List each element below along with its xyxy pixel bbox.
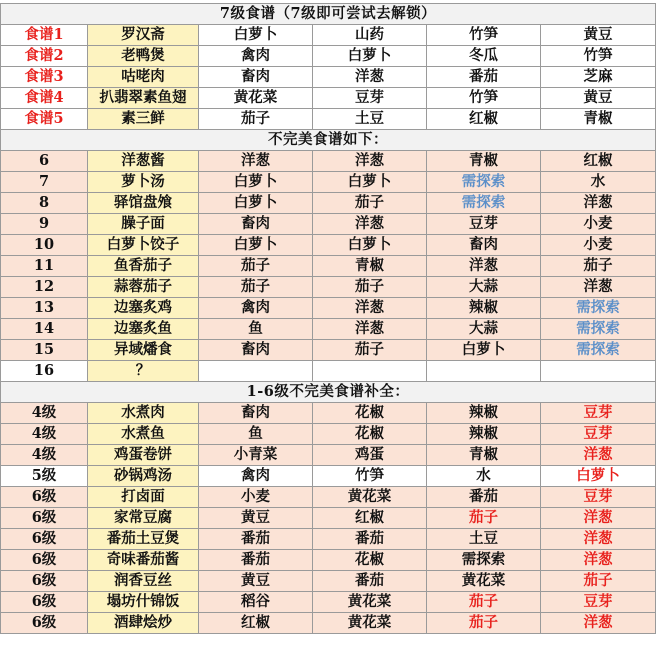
ingredient-3-cell: 茄子	[427, 508, 541, 529]
ingredient-4-cell: 豆芽	[541, 424, 656, 445]
ingredient-2-cell: 番茄	[313, 571, 427, 592]
ingredient-3-cell: 需探索	[427, 172, 541, 193]
recipe-id-cell: 6	[1, 151, 88, 172]
dish-name-cell: 驿馆盘飧	[88, 193, 199, 214]
ingredient-3-cell: 大蒜	[427, 319, 541, 340]
ingredient-4-cell: 水	[541, 172, 656, 193]
table-row	[1, 529, 656, 550]
ingredient-3-cell: 畜肉	[427, 235, 541, 256]
ingredient-2-cell: 茄子	[313, 340, 427, 361]
recipe-id-cell: 4级	[1, 445, 88, 466]
recipe-id-cell: 7	[1, 172, 88, 193]
ingredient-3-cell: 需探索	[427, 193, 541, 214]
ingredient-3-cell: 土豆	[427, 529, 541, 550]
table-row	[1, 508, 656, 529]
ingredient-3-cell: 青椒	[427, 445, 541, 466]
dish-name-cell: 润香豆丝	[88, 571, 199, 592]
recipe-id-cell: 8	[1, 193, 88, 214]
ingredient-4-cell: 茄子	[541, 571, 656, 592]
ingredient-4-cell: 需探索	[541, 298, 656, 319]
recipe-id-cell: 6级	[1, 508, 88, 529]
ingredient-3-cell: 大蒜	[427, 277, 541, 298]
ingredient-1-cell: 禽肉	[199, 298, 313, 319]
table-row	[1, 46, 656, 67]
recipe-id-cell: 4级	[1, 424, 88, 445]
recipe-id-cell: 14	[1, 319, 88, 340]
table-row	[1, 151, 656, 172]
ingredient-1-cell: 畜肉	[199, 340, 313, 361]
recipe-id-cell: 12	[1, 277, 88, 298]
dish-name-cell: 边塞炙鱼	[88, 319, 199, 340]
ingredient-3-cell: 黄花菜	[427, 571, 541, 592]
ingredient-2-cell: 茄子	[313, 277, 427, 298]
ingredient-1-cell: 黄豆	[199, 508, 313, 529]
table-row	[1, 487, 656, 508]
ingredient-1-cell: 畜肉	[199, 67, 313, 88]
ingredient-3-cell: 水	[427, 466, 541, 487]
recipe-id-cell: 6级	[1, 487, 88, 508]
dish-name-cell: 水煮肉	[88, 403, 199, 424]
ingredient-3-cell: 竹笋	[427, 25, 541, 46]
ingredient-3-cell: 茄子	[427, 613, 541, 634]
dish-name-cell: 臊子面	[88, 214, 199, 235]
ingredient-4-cell: 需探索	[541, 319, 656, 340]
dish-name-cell: 萝卜汤	[88, 172, 199, 193]
table-row	[1, 172, 656, 193]
dish-name-cell: 鱼香茄子	[88, 256, 199, 277]
dish-name-cell: 奇味番茄酱	[88, 550, 199, 571]
ingredient-1-cell: 洋葱	[199, 151, 313, 172]
ingredient-1-cell: 禽肉	[199, 46, 313, 67]
table-row	[1, 340, 656, 361]
table-row	[1, 571, 656, 592]
recipe-id-cell: 食谱3	[1, 67, 88, 88]
recipe-id-cell: 食谱2	[1, 46, 88, 67]
ingredient-4-cell: 洋葱	[541, 613, 656, 634]
recipe-id-cell: 6级	[1, 550, 88, 571]
ingredient-4-cell: 芝麻	[541, 67, 656, 88]
ingredient-1-cell	[199, 361, 313, 382]
table-row	[1, 319, 656, 340]
ingredient-1-cell: 白萝卜	[199, 193, 313, 214]
table-row	[1, 214, 656, 235]
ingredient-1-cell: 鱼	[199, 424, 313, 445]
recipe-id-cell: 10	[1, 235, 88, 256]
dish-name-cell: 洋葱酱	[88, 151, 199, 172]
section-header-1	[1, 4, 656, 25]
ingredient-1-cell: 番茄	[199, 529, 313, 550]
ingredient-4-cell: 豆芽	[541, 487, 656, 508]
ingredient-2-cell: 白萝卜	[313, 46, 427, 67]
ingredient-4-cell: 竹笋	[541, 46, 656, 67]
ingredient-4-cell: 豆芽	[541, 592, 656, 613]
recipe-id-cell: 6级	[1, 571, 88, 592]
ingredient-3-cell	[427, 361, 541, 382]
ingredient-3-cell: 竹笋	[427, 88, 541, 109]
dish-name-cell: 白萝卜饺子	[88, 235, 199, 256]
recipe-table-body	[1, 4, 656, 634]
recipe-id-cell: 9	[1, 214, 88, 235]
table-row	[1, 67, 656, 88]
ingredient-4-cell: 洋葱	[541, 277, 656, 298]
dish-name-cell: 罗汉斋	[88, 25, 199, 46]
dish-name-cell: 塌坊什锦饭	[88, 592, 199, 613]
dish-name-cell: 鸡蛋卷饼	[88, 445, 199, 466]
ingredient-4-cell: 红椒	[541, 151, 656, 172]
recipe-id-cell: 6级	[1, 613, 88, 634]
ingredient-3-cell: 红椒	[427, 109, 541, 130]
recipe-id-cell: 食谱5	[1, 109, 88, 130]
ingredient-2-cell: 番茄	[313, 529, 427, 550]
ingredient-3-cell: 需探索	[427, 550, 541, 571]
dish-name-cell: 番茄土豆煲	[88, 529, 199, 550]
table-row	[1, 613, 656, 634]
recipe-id-cell: 15	[1, 340, 88, 361]
ingredient-1-cell: 黄豆	[199, 571, 313, 592]
ingredient-4-cell: 黄豆	[541, 25, 656, 46]
recipe-id-cell: 11	[1, 256, 88, 277]
recipe-id-cell: 16	[1, 361, 88, 382]
ingredient-3-cell: 辣椒	[427, 298, 541, 319]
ingredient-4-cell: 小麦	[541, 214, 656, 235]
ingredient-4-cell: 洋葱	[541, 529, 656, 550]
ingredient-4-cell: 青椒	[541, 109, 656, 130]
ingredient-2-cell: 洋葱	[313, 214, 427, 235]
ingredient-1-cell: 稻谷	[199, 592, 313, 613]
table-row	[1, 235, 656, 256]
ingredient-2-cell: 黄花菜	[313, 592, 427, 613]
ingredient-1-cell: 番茄	[199, 550, 313, 571]
ingredient-3-cell: 番茄	[427, 487, 541, 508]
table-row	[1, 277, 656, 298]
ingredient-2-cell: 花椒	[313, 403, 427, 424]
ingredient-2-cell: 山药	[313, 25, 427, 46]
ingredient-2-cell: 土豆	[313, 109, 427, 130]
ingredient-1-cell: 小麦	[199, 487, 313, 508]
recipe-id-cell: 5级	[1, 466, 88, 487]
section-title: 1-6级不完美食谱补全：	[1, 382, 656, 403]
ingredient-3-cell: 辣椒	[427, 424, 541, 445]
ingredient-3-cell: 青椒	[427, 151, 541, 172]
table-row	[1, 550, 656, 571]
ingredient-4-cell: 洋葱	[541, 508, 656, 529]
table-row	[1, 466, 656, 487]
dish-name-cell: 酒肆烩炒	[88, 613, 199, 634]
dish-name-cell: 咕咾肉	[88, 67, 199, 88]
ingredient-2-cell: 青椒	[313, 256, 427, 277]
ingredient-1-cell: 茄子	[199, 256, 313, 277]
ingredient-3-cell: 茄子	[427, 592, 541, 613]
ingredient-1-cell: 鱼	[199, 319, 313, 340]
ingredient-2-cell: 洋葱	[313, 319, 427, 340]
ingredient-2-cell: 黄花菜	[313, 613, 427, 634]
ingredient-1-cell: 白萝卜	[199, 235, 313, 256]
table-row	[1, 298, 656, 319]
ingredient-1-cell: 畜肉	[199, 403, 313, 424]
section-title: 7级食谱（7级即可尝试去解锁）	[1, 4, 656, 25]
ingredient-2-cell: 红椒	[313, 508, 427, 529]
ingredient-3-cell: 冬瓜	[427, 46, 541, 67]
ingredient-2-cell: 竹笋	[313, 466, 427, 487]
ingredient-1-cell: 黄花菜	[199, 88, 313, 109]
ingredient-2-cell: 洋葱	[313, 151, 427, 172]
dish-name-cell: 家常豆腐	[88, 508, 199, 529]
recipe-id-cell: 6级	[1, 529, 88, 550]
ingredient-2-cell: 白萝卜	[313, 235, 427, 256]
ingredient-1-cell: 红椒	[199, 613, 313, 634]
ingredient-3-cell: 辣椒	[427, 403, 541, 424]
ingredient-4-cell	[541, 361, 656, 382]
table-row	[1, 193, 656, 214]
dish-name-cell: 扒翡翠素鱼翅	[88, 88, 199, 109]
table-row	[1, 592, 656, 613]
table-row	[1, 25, 656, 46]
ingredient-4-cell: 茄子	[541, 256, 656, 277]
dish-name-cell: 边塞炙鸡	[88, 298, 199, 319]
ingredient-1-cell: 茄子	[199, 277, 313, 298]
recipe-id-cell: 食谱1	[1, 25, 88, 46]
dish-name-cell: 老鸭煲	[88, 46, 199, 67]
ingredient-2-cell: 洋葱	[313, 298, 427, 319]
ingredient-1-cell: 茄子	[199, 109, 313, 130]
section-title: 不完美食谱如下：	[1, 130, 656, 151]
recipe-id-cell: 4级	[1, 403, 88, 424]
ingredient-4-cell: 豆芽	[541, 403, 656, 424]
dish-name-cell: 素三鲜	[88, 109, 199, 130]
ingredient-2-cell: 豆芽	[313, 88, 427, 109]
ingredient-2-cell: 花椒	[313, 424, 427, 445]
dish-name-cell: ？	[88, 361, 199, 382]
ingredient-1-cell: 白萝卜	[199, 172, 313, 193]
ingredient-2-cell: 洋葱	[313, 67, 427, 88]
ingredient-4-cell: 需探索	[541, 340, 656, 361]
table-row	[1, 109, 656, 130]
dish-name-cell: 异域燔食	[88, 340, 199, 361]
recipe-id-cell: 6级	[1, 592, 88, 613]
table-row	[1, 88, 656, 109]
dish-name-cell: 水煮鱼	[88, 424, 199, 445]
section-header-2	[1, 130, 656, 151]
dish-name-cell: 蒜蓉茄子	[88, 277, 199, 298]
ingredient-1-cell: 小青菜	[199, 445, 313, 466]
ingredient-3-cell: 番茄	[427, 67, 541, 88]
table-row	[1, 403, 656, 424]
ingredient-4-cell: 白萝卜	[541, 466, 656, 487]
ingredient-3-cell: 洋葱	[427, 256, 541, 277]
recipe-id-cell: 食谱4	[1, 88, 88, 109]
recipe-table	[0, 3, 656, 634]
ingredient-1-cell: 畜肉	[199, 214, 313, 235]
ingredient-4-cell: 洋葱	[541, 445, 656, 466]
dish-name-cell: 打卤面	[88, 487, 199, 508]
table-row	[1, 424, 656, 445]
ingredient-2-cell: 茄子	[313, 193, 427, 214]
dish-name-cell: 砂锅鸡汤	[88, 466, 199, 487]
ingredient-3-cell: 豆芽	[427, 214, 541, 235]
recipe-id-cell: 13	[1, 298, 88, 319]
ingredient-2-cell: 黄花菜	[313, 487, 427, 508]
table-row	[1, 256, 656, 277]
ingredient-4-cell: 小麦	[541, 235, 656, 256]
ingredient-2-cell: 鸡蛋	[313, 445, 427, 466]
ingredient-2-cell	[313, 361, 427, 382]
section-header-3	[1, 382, 656, 403]
ingredient-1-cell: 白萝卜	[199, 25, 313, 46]
ingredient-3-cell: 白萝卜	[427, 340, 541, 361]
ingredient-4-cell: 洋葱	[541, 550, 656, 571]
ingredient-1-cell: 禽肉	[199, 466, 313, 487]
table-row	[1, 445, 656, 466]
ingredient-4-cell: 洋葱	[541, 193, 656, 214]
ingredient-2-cell: 白萝卜	[313, 172, 427, 193]
ingredient-4-cell: 黄豆	[541, 88, 656, 109]
table-row	[1, 361, 656, 382]
ingredient-2-cell: 花椒	[313, 550, 427, 571]
